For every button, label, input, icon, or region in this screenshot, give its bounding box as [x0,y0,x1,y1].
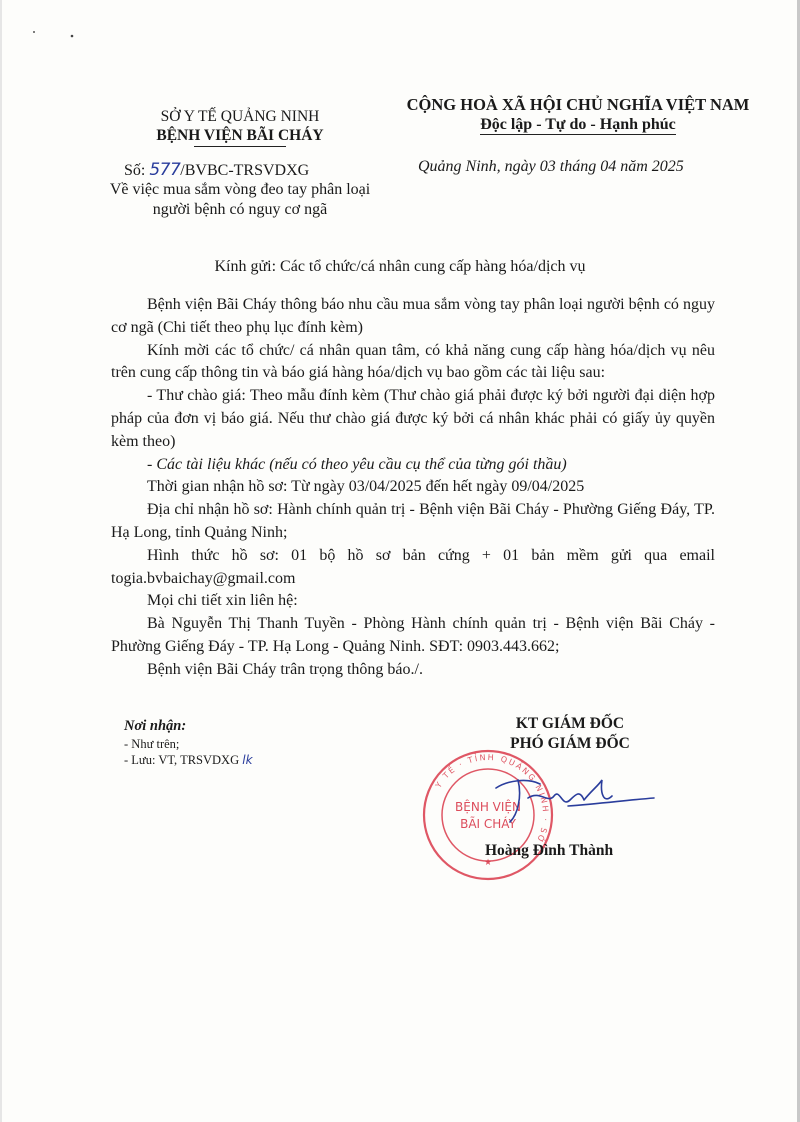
recipients-title: Nơi nhận: [124,718,187,734]
svg-text:★: ★ [483,858,493,868]
svg-text:BÃI CHÁY: BÃI CHÁY [460,817,516,831]
reference-suffix: /BVBC-TRSVDXG [180,162,310,179]
handwritten-initials: lk [242,753,253,767]
document-body [111,294,715,682]
dateline: Quảng Ninh, ngày 03 tháng 04 năm 2025 [418,158,684,175]
reference-prefix: Số: [124,162,150,179]
recipients-block [124,717,364,768]
recipient-archive-text: - Lưu: VT, TRSVDXG [124,753,240,767]
paragraph-6: Địa chỉ nhận hồ sơ: Hành chính quản trị - Bệnh viện Bãi Cháy - Phường Giếng Đáy, TP. Hạ Long, tỉnh Quảng Ninh; [111,501,715,541]
organization-name: SỞ Y TẾ QUẢNG NINH [160,108,320,125]
paragraph-4: - Các tài liệu khác (nếu có theo yêu cầu cụ thể của từng gói thầu) [147,455,567,473]
reference-number [124,160,364,181]
unit-underline [194,146,286,147]
paragraph-1: Bệnh viện Bãi Cháy thông báo nhu cầu mua sắm vòng tay phân loại người bệnh có nguy cơ ngã (Chi tiết theo phụ lục đính kèm) [111,296,715,336]
national-motto-text: Độc lập - Tự do - Hạnh phúc [480,116,676,133]
paragraph-7: Hình thức hồ sơ: 01 bộ hồ sơ bản cứng + 01 bản mềm gửi qua email togia.bvbaichay@gmail.com [111,546,715,587]
signer-title: PHÓ GIÁM ĐỐC [510,735,630,752]
greeting-line: Kính gửi: Các tổ chức/cá nhân cung cấp hàng hóa/dịch vụ [214,258,586,275]
header-right [378,95,778,135]
recipient-item: - Như trên; [124,737,180,751]
handwritten-signature [488,760,658,840]
paragraph-9: Bà Nguyễn Thị Thanh Tuyền - Phòng Hành chính quản trị - Bệnh viện Bãi Cháy - Phường Giếng Đáy - TP. Hạ Long - Quảng Ninh. SĐT: 0903.443.662; [111,615,715,655]
handwritten-number: 577 [149,160,181,180]
unit-name: BỆNH VIỆN BÃI CHÁY [156,127,324,144]
signature-block [470,714,670,754]
document-subject: Về việc mua sắm vòng đeo tay phân loại người bệnh có nguy cơ ngã [109,181,371,218]
paragraph-8: Mọi chi tiết xin liên hệ: [147,592,298,610]
recipient-item-archive [124,752,364,768]
scan-edge-left [0,0,2,1122]
svg-text:Y TẾ · TỈNH QUẢNG NINH · SỞ: Y TẾ · TỈNH QUẢNG NINH · SỞ [433,752,551,846]
nation-title: CỘNG HOÀ XÃ HỘI CHỦ NGHĨA VIỆT NAM [406,95,750,114]
svg-text:BỆNH VIỆN: BỆNH VIỆN [455,800,521,814]
paragraph-5: Thời gian nhận hồ sơ: Từ ngày 03/04/2025 đến hết ngày 09/04/2025 [147,478,585,496]
paragraph-3: - Thư chào giá: Theo mẫu đính kèm (Thư chào giá phải được ký bởi người đại diện hợp pháp của đơn vị báo giá. Nếu thư chào giá được ký bởi cá nhân khác phải có giấy ủy quyền kèm theo) [111,387,715,450]
national-motto [378,115,778,135]
scan-specks [20,24,100,44]
header-left [100,107,380,147]
paragraph-10: Bệnh viện Bãi Cháy trân trọng thông báo./. [147,660,423,678]
paragraph-2: Kính mời các tổ chức/ cá nhân quan tâm, có khả năng cung cấp hàng hóa/dịch vụ nêu trên cung cấp thông tin và báo giá hàng hóa/dịch vụ bao gồm các tài liệu sau: [111,341,715,382]
signer-name: Hoàng Đình Thành [485,842,614,859]
signer-role: KT GIÁM ĐỐC [515,715,625,732]
